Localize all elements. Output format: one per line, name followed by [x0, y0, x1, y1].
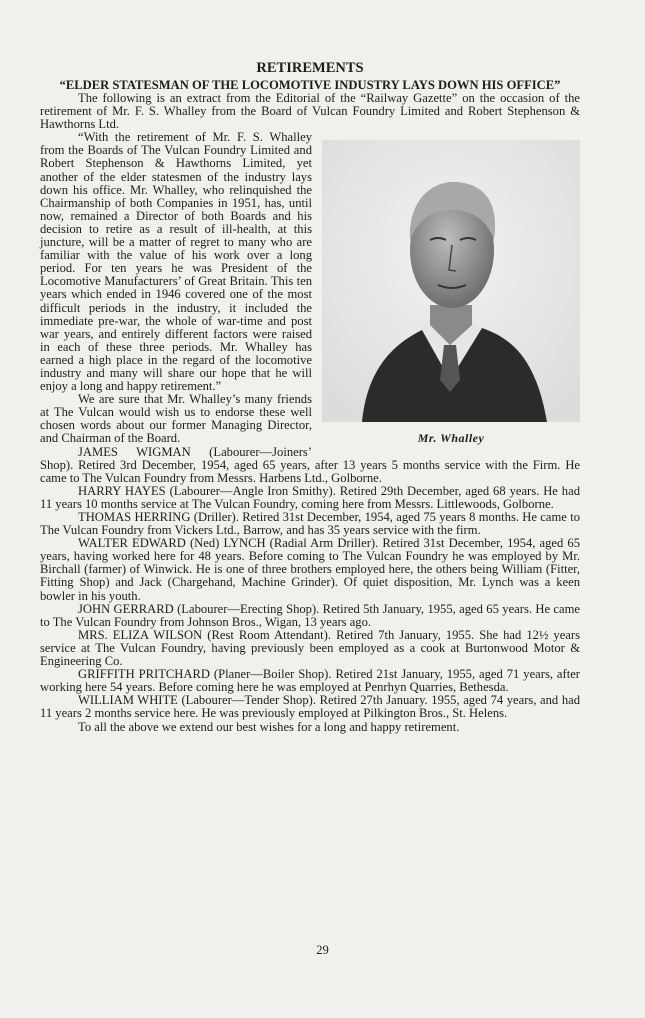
intro-paragraph: The following is an extract from the Editorial of the “Railway Gazette” on the occasion of the retirement of Mr. F. S. Whalley from the Board of Vulcan Foundry Limited and Robert Stephenson & Hawthorns Ltd. [40, 91, 580, 132]
retirement-entry: WALTER EDWARD (Ned) LYNCH (Radial Arm Driller). Retired 31st December, 1954, aged 65 years, having worked here for 48 years. Before coming to The Vulcan Foundry he was employed by Mr. Birchall (farmer) of Winwick. He is one of three brothers employed here, the others being William (Fitter, Fitting Shop) and Jack (Chargehand, Machine Grinder). Of quiet disposition, Mr. Lynch was a keen bowler in his youth. [40, 536, 580, 603]
retirement-entry: JOHN GERRARD (Labourer—Erecting Shop). Retired 5th January, 1955, aged 65 years. He came to The Vulcan Foundry from Johnson Bros., Wigan, 13 years ago. [40, 601, 580, 629]
portrait-figure [322, 140, 580, 445]
retirement-entry: THOMAS HERRING (Driller). Retired 31st December, 1954, aged 75 years 8 months. He came to The Vulcan Foundry from Vickers Ltd., Barrow, and has 35 years service with the firm. [40, 510, 580, 538]
endorsement-paragraph: We are sure that Mr. Whalley’s many friends at The Vulcan would wish us to endorse these well chosen words about our former Managing Director, and Chairman of the Board. [40, 392, 312, 446]
retirement-entry: JAMES WIGMAN (Labourer—Joiners’ Shop). Retired 3rd December, 1954, aged 65 years, after 13 years 5 months service with the Firm. He came to The Vulcan Foundry from Messrs. Harbens Ltd., Golborne. [40, 444, 580, 485]
portrait-photo [322, 140, 580, 422]
article [40, 60, 580, 734]
page-number: 29 [316, 943, 329, 957]
closing-paragraph: To all the above we extend our best wishes for a long and happy retirement. [78, 719, 460, 734]
portrait-image [322, 140, 580, 422]
retirement-entry: WILLIAM WHITE (Labourer—Tender Shop). Retired 27th January. 1955, aged 74 years, and had 11 years 2 months service here. He was previously employed at Pilkington Bros., St. Helens. [40, 693, 580, 721]
retirement-entry: MRS. ELIZA WILSON (Rest Room Attendant). Retired 7th January, 1955. She had 12½ years service at The Vulcan Foundry, having previously been employed as a cook at Burtonwood Motor & Engineering Co. [40, 627, 580, 669]
quote-paragraph: “With the retirement of Mr. F. S. Whalley from the Boards of The Vulcan Foundry Limited and Robert Stephenson & Hawthorns Limited, yet another of the elder statesmen of the industry lays down his office. Mr. Whalley, who relinquished the Chairmanship of both Companies in 1951, has, until now, remained a Director of both Boards and his decision to retire as a result of ill-health, at this juncture, will be a matter of regret to many who are familiar with the value of his work over a long period. For ten years he was President of the Locomotive Manufacturers’ of Great Britain. This ten years which ended in 1946 covered one of the most difficult periods in the industry, it included the immediate pre-war, the whole of war-time and post war years, and entirely different factors were raised in each of these three periods. Mr. Whalley has earned a high place in the regard of the locomotive industry and many will share our hope that he will enjoy a long and happy retirement.” [40, 130, 312, 394]
retirement-entry: GRIFFITH PRITCHARD (Planer—Boiler Shop). Retired 21st January, 1955, aged 71 years, after working here 54 years. Before coming here he was employed at Penrhyn Quarries, Bethesda. [40, 667, 580, 695]
article-subtitle: “ELDER STATESMAN OF THE LOCOMOTIVE INDUSTRY LAYS DOWN HIS OFFICE” [59, 78, 561, 92]
portrait-caption: Mr. Whalley [417, 431, 485, 446]
page-title: RETIREMENTS [256, 60, 364, 76]
retirement-entry: HARRY HAYES (Labourer—Angle Iron Smithy). Retired 29th December, aged 68 years. He had 11 years 10 months service at The Vulcan Foundry, coming here from Messrs. Littlewoods, Golborne. [40, 483, 580, 511]
